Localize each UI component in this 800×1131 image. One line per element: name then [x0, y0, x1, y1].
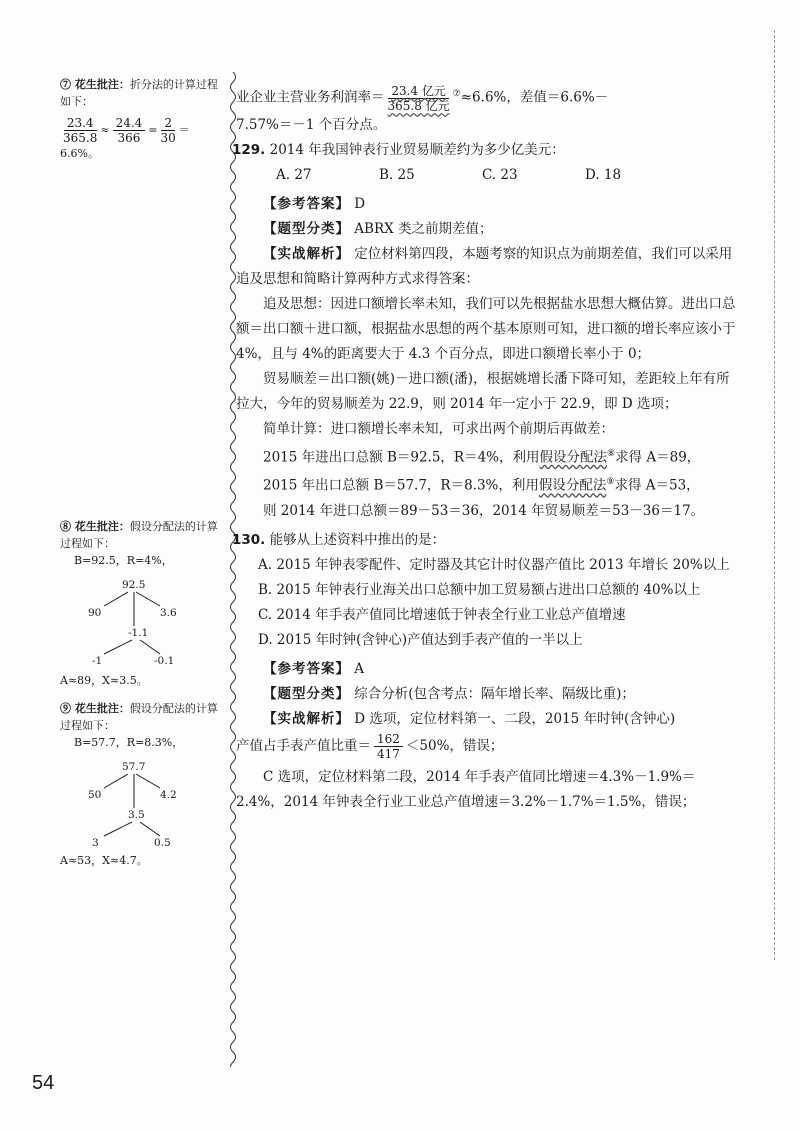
- f3-num: 2: [161, 116, 175, 131]
- prev-frac-num: 23.4 亿元: [388, 84, 449, 99]
- tree9-edge: [140, 822, 160, 836]
- side-note-8-params: B=92.5，R=4%，: [74, 554, 173, 567]
- q130-stem: 130. 能够从上述资料中推出的是：: [232, 531, 446, 548]
- q129-stem: 129. 2014 年我国钟表行业贸易顺差约为多少亿美元：: [232, 141, 565, 158]
- tree8-bl: -1: [92, 655, 103, 667]
- q130-answer: 【参考答案】 A: [263, 660, 365, 677]
- side-note-7-formula: $\frac{23.4}{365.8}$ ≈ $\frac{24.4}{366}$ = $\frac{2}{30}$ ＝: [63, 116, 190, 145]
- side-note-7-result: 6.6%。: [60, 147, 99, 160]
- q129-para-4: 2015 年进出口总额 B＝92.5，R＝4%，利用假设分配法⑧求得 A＝89，: [263, 448, 701, 465]
- binding-line: [774, 30, 775, 960]
- q130-option: C. 2014 年手表产值同比增速低于钟表全行业工业总产值增速: [258, 606, 626, 623]
- equal-sign: =: [148, 123, 158, 137]
- f2-den: 366: [117, 131, 141, 145]
- q130-option: D. 2015 年时钟(含钟心)产值达到手表产值的一半以上: [258, 631, 583, 648]
- tree8-edge: [136, 592, 160, 606]
- note-ref-7: ⑦: [452, 89, 461, 99]
- f1-den: 365.8: [63, 131, 98, 145]
- d-frac-den: 417: [377, 746, 400, 761]
- q129-answer: 【参考答案】 D: [263, 195, 366, 212]
- tree9-edge: [104, 774, 128, 788]
- tree9-right: 4.2: [160, 789, 177, 801]
- q129-type: 【题型分类】 ABRX 类之前期差值；: [263, 220, 493, 237]
- side-note-8-text: 假设分配法的计算过程如下：: [60, 520, 218, 550]
- q130-option: A. 2015 年钟表零配件、定时器及其它计时仪器产值比 2013 年增长 20%以上: [258, 556, 730, 573]
- f3-den: 30: [160, 131, 176, 145]
- q129-options: [236, 163, 736, 188]
- tree8-edge: [140, 640, 160, 654]
- tree8-mid: -1.1: [128, 627, 149, 639]
- q130-analysis: 【实战解析】 D 选项，定位材料第一、二段，2015 年时钟(含钟心): [263, 710, 676, 727]
- prev-line-1: 业企业主营业务利润率＝ $\frac{\text{23.4 亿元}}{\text{365.8 亿元}}$ ⑦≈6.6%，差值＝6.6%－: [236, 83, 609, 113]
- page-number: 54: [32, 1072, 55, 1094]
- tree9-top: 57.7: [122, 761, 146, 773]
- q130-option: B. 2015 年钟表行业海关出口总额中加工贸易额占进出口总额的 40%以上: [258, 581, 701, 598]
- side-note-8-tree: [78, 578, 188, 668]
- d-frac-num: 162: [374, 732, 403, 747]
- q129-para-2: 贸易顺差＝出口额(姚)－进口额(潘)，根据姚增长潘下降可知，差距较上年有所拉大，今年的贸易顺差为 22.9，则 2014 年一定小于 22.9，即 D 选项；: [236, 370, 730, 412]
- q129-option: C. 23: [482, 166, 518, 183]
- note-ref-9: ⑨: [606, 477, 615, 487]
- side-note-7-text: 折分法的计算过程如下：: [60, 78, 218, 108]
- tree8-edge: [104, 592, 128, 606]
- tree9-bl: 3: [92, 837, 99, 849]
- tree9-edge: [136, 774, 160, 788]
- side-note-7-title: ⑦ 花生批注：: [60, 78, 130, 91]
- prev-line-2: 7.57%＝－1 个百分点。: [236, 116, 387, 133]
- f1-num: 23.4: [64, 116, 97, 131]
- main-column: [232, 82, 736, 815]
- approx-sign: ≈: [100, 123, 110, 137]
- side-note-7: [60, 76, 220, 162]
- f2-num: 24.4: [113, 116, 146, 131]
- tree9-mid: 3.5: [128, 809, 145, 821]
- side-note-8: [60, 518, 220, 569]
- side-note-9-title: ⑨ 花生批注：: [60, 702, 130, 715]
- q129-para-5: 2015 年出口总额 B＝57.7，R＝8.3%，利用假设分配法⑨求得 A＝53，: [263, 477, 700, 494]
- tree8-left: 90: [88, 607, 102, 619]
- side-note-9: [60, 700, 220, 751]
- side-note-9-params: B=57.7，R=8.3%，: [74, 736, 184, 749]
- side-note-9-text: 假设分配法的计算过程如下：: [60, 702, 218, 732]
- q130-d-ratio: 产值占手表产值比重＝ $\frac{162}{417}$ ＜50%，错误；: [236, 731, 504, 761]
- side-note-9-result: A≈53，X≈4.7。: [60, 854, 148, 867]
- tree8-edge: [104, 640, 132, 654]
- tree8-br: -0.1: [154, 655, 175, 667]
- q130-c-analysis: C 选项，定位材料第二段，2014 年手表产值同比增速＝4.3%－1.9%＝2.4%，2014 年钟表全行业工业总产值增速＝3.2%－1.7%＝1.5%，错误；: [236, 768, 696, 810]
- tree8-right: 3.6: [160, 607, 177, 619]
- tree8-top: 92.5: [122, 579, 146, 591]
- q130-type: 【题型分类】 综合分析(包含考点：隔年增长率、隔级比重)；: [263, 685, 635, 702]
- q129-number: 129.: [232, 141, 266, 158]
- note-ref-8: ⑧: [607, 448, 616, 459]
- q129-option: A. 27: [276, 166, 312, 183]
- tree9-left: 50: [88, 789, 102, 801]
- q129-option: D. 18: [585, 166, 622, 183]
- tree9-edge: [104, 822, 132, 836]
- q130-number: 130.: [232, 531, 266, 548]
- side-note-8-result: A≈89，X≈3.5。: [60, 674, 148, 687]
- q129-para-1: 追及思想：因进口额增长率未知，我们可以先根据盐水思想大概估算。进出口总额＝出口额＋进口额，根据盐水思想的两个基本原则可知，进口额的增长率应该小于 4%，且与 4%的距离要大于 4.3 个百分点，即进口额增长率小于 0；: [236, 295, 736, 362]
- prev-frac-den: 365.8 亿元: [387, 98, 450, 113]
- q129-analysis: 【实战解析】 定位材料第四段，本题考察的知识点为前期差值，我们可以采用追及思想和简略计算两种方式求得答案：: [236, 245, 733, 287]
- q129-para-6: 则 2014 年进口总额＝89－53＝36，2014 年贸易顺差＝53－36＝17。: [263, 502, 705, 519]
- side-note-8-title: ⑧ 花生批注：: [60, 520, 130, 533]
- side-note-9-tree: [78, 760, 188, 850]
- q129-para-3: 简单计算：进口额增长率未知，可求出两个前期后再做差：: [263, 420, 614, 437]
- tree9-br: 0.5: [154, 837, 171, 849]
- q129-option: B. 25: [379, 166, 415, 183]
